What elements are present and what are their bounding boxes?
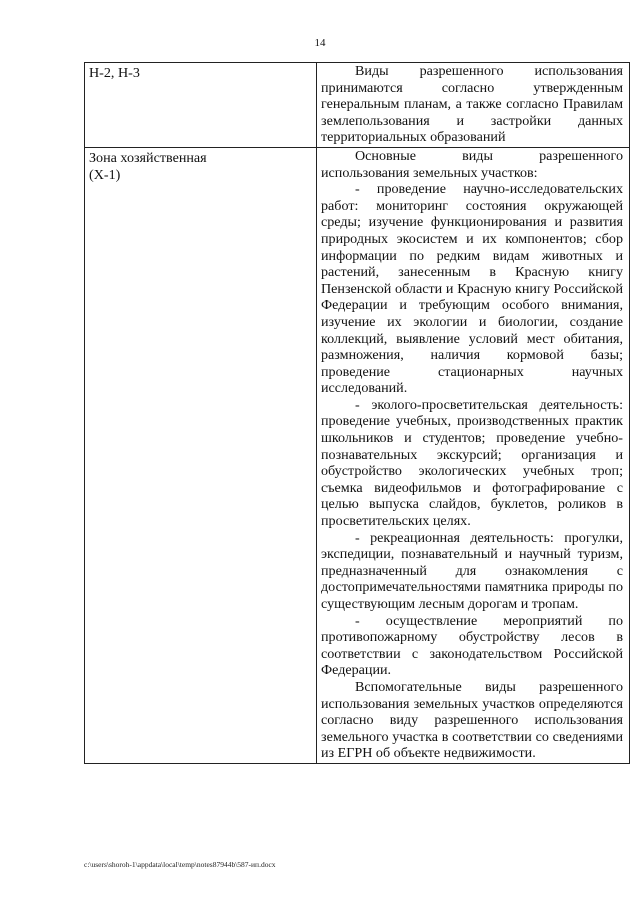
- zone-code: (Х-1): [89, 166, 121, 183]
- page-number: 14: [314, 37, 326, 49]
- table-row: [85, 147, 630, 763]
- zone-name: Зона хозяйственная: [89, 149, 207, 166]
- zone-cell: [85, 147, 317, 763]
- description-paragraph: - эколого-просветительская деятельность: проведение учебных, производственных практик школьников и студентов; проведение учебно-познавательных экскурсий; организация и обустройство экологических учебных троп; съемка видеофильмов и фотографирование с целью выпуска слайдов, буклетов, роликов в просветительских целях.: [321, 396, 623, 530]
- footer-file-path: c:\users\shoroh-1\appdata\local\temp\notes87944b\587-ип.docx: [84, 860, 276, 869]
- description-paragraph: Основные виды разрешенного использования земельных участков:: [321, 147, 623, 181]
- description-paragraph: Вспомогательные виды разрешенного использования земельных участков определяются согласно виду разрешенного использования земельного участка в соответствии со сведениями из ЕГРН об объекте недвижимости.: [321, 678, 623, 762]
- description-cell: [317, 147, 630, 763]
- description-paragraph: - проведение научно-исследовательских работ: мониторинг состояния окружающей среды; изучение функционирования и развития природных экосистем и их компонентов; сбор информации по редким видам животных и растений, занесенным в Красную книгу Пензенской области и Красную книгу Российской Федерации и требующим особого внимания, изучение их экологии и биологии, создание коллекций, выявление условий мест обитания, размножения, наличия кормовой базы; проведение стационарных научных исследований.: [321, 181, 623, 397]
- description-paragraph: Виды разрешенного использования принимаются согласно утвержденным генеральным планам, а также согласно Правилам землепользования и застройки данных территориальных образований: [321, 63, 623, 146]
- zone-cell: [85, 63, 317, 148]
- description-paragraph: - осуществление мероприятий по противопожарному обустройству лесов в соответствии с законодательством Российской Федерации.: [321, 612, 623, 679]
- zoning-table: [84, 62, 630, 764]
- description-paragraph: - рекреационная деятельность: прогулки, экспедиции, познавательный и научный туризм, предназначенный для ознакомления с достопримечательностями памятника природы по существующим лесным дорогам и тропам.: [321, 529, 623, 612]
- table-row: [85, 63, 630, 148]
- description-cell: [317, 63, 630, 148]
- zone-name: Н-2, Н-3: [89, 65, 140, 81]
